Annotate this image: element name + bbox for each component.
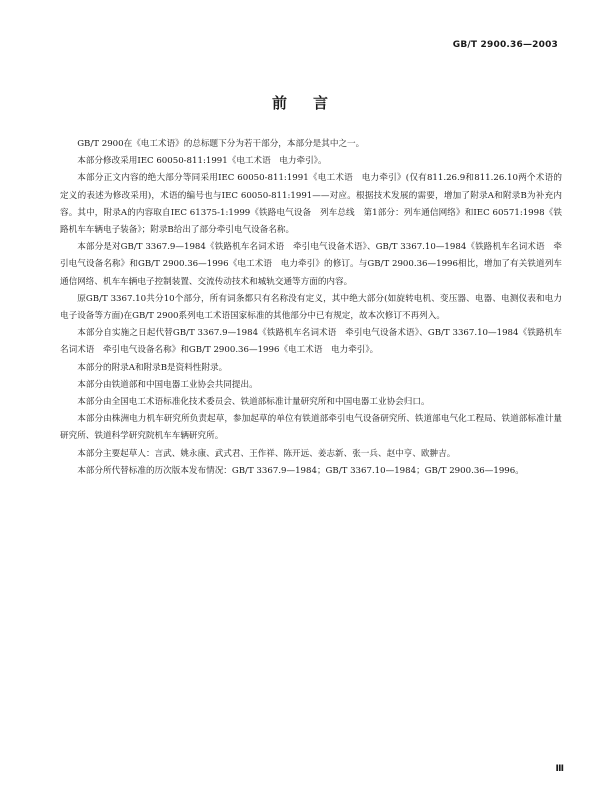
page-title: 前言 bbox=[271, 94, 354, 112]
paragraph-drafters: 本部分主要起草人：言武、姚永康、武式君、王作祥、陈开远、姜志新、张一兵、赵中亨、欧翀吉。 bbox=[77, 448, 456, 459]
paragraph-replacement: 本部分自实施之日起代替GB/T 3367.9—1984《铁路机车名词术语 牵引电气设备术语》、GB/T 3367.10—1984《铁路机车名词术语 牵引电气设备名称》和GB/T 2900.36—1996《电工术语 电力牵引》。 bbox=[60, 328, 562, 356]
paragraph-original-standard: 原GB/T 3367.10共分10个部分，所有词条都只有名称没有定义，其中绝大部分(如旋转电机、变压器、电器、电测仪表和电力电子设备等方面)在GB/T 2900系列电工术语国家标准的其他部分中已有规定，故本次修订不再列入。 bbox=[60, 293, 562, 322]
paragraph-content-scope: 本部分正文内容的绝大部分等同采用IEC 60050-811:1991《电工术语 电力牵引》(仅有811.26.9和811.26.10两个术语的定义的表述为修改采用)，术语的编号也与IEC 60050-811:1991——对应。根据技术发展的需要，增加了附录A和附录B为补充内容。其中，附录A的内容取自IEC 61375-1:1999《铁路电气设备 列车总线 第1部分：列车通信网络》和IEC 60571:1998《铁路机车车辆电子装备》；附录B给出了部分牵引电气设备名称。 bbox=[60, 173, 562, 236]
paragraph-administrator: 本部分由全国电工术语标准化技术委员会、铁道部标准计量研究所和中国电器工业协会归口。 bbox=[77, 397, 430, 408]
paragraph-version-history: 本部分所代替标准的历次版本发布情况：GB/T 3367.9—1984；GB/T 3367.10—1984；GB/T 2900.36—1996。 bbox=[77, 465, 524, 476]
paragraph-adoption: 本部分修改采用IEC 60050-811:1991《电工术语 电力牵引》。 bbox=[77, 156, 327, 167]
paragraph-proposer: 本部分由铁道部和中国电器工业协会共同提出。 bbox=[77, 379, 258, 390]
paragraph-drafting-units: 本部分由株洲电力机车研究所负责起草，参加起草的单位有铁道部牵引电气设备研究所、铁道部电气化工程局、铁道部标准计量研究所、铁道科学研究院机车车辆研究所。 bbox=[60, 414, 562, 442]
paragraph-revision: 本部分是对GB/T 3367.9—1984《铁路机车名词术语 牵引电气设备术语》、GB/T 3367.10—1984《铁路机车名词术语 牵引电气设备名称》和GB/T 2900.36—1996《电工术语 电力牵引》的修订。与GB/T 2900.36—1996相比，增加了有关铁道列车通信网络、机车车辆电子控制装置、交流传动技术和城轨交通等方面的内容。 bbox=[60, 242, 562, 287]
foreword-body bbox=[60, 136, 562, 480]
page-number: Ⅲ bbox=[555, 764, 564, 774]
paragraph-annex-note: 本部分的附录A和附录B是资料性附录。 bbox=[77, 362, 228, 373]
standard-number: GB/T 2900.36—2003 bbox=[452, 40, 558, 50]
paragraph-series-intro: GB/T 2900在《电工术语》的总标题下分为若干部分，本部分是其中之一。 bbox=[77, 139, 365, 149]
